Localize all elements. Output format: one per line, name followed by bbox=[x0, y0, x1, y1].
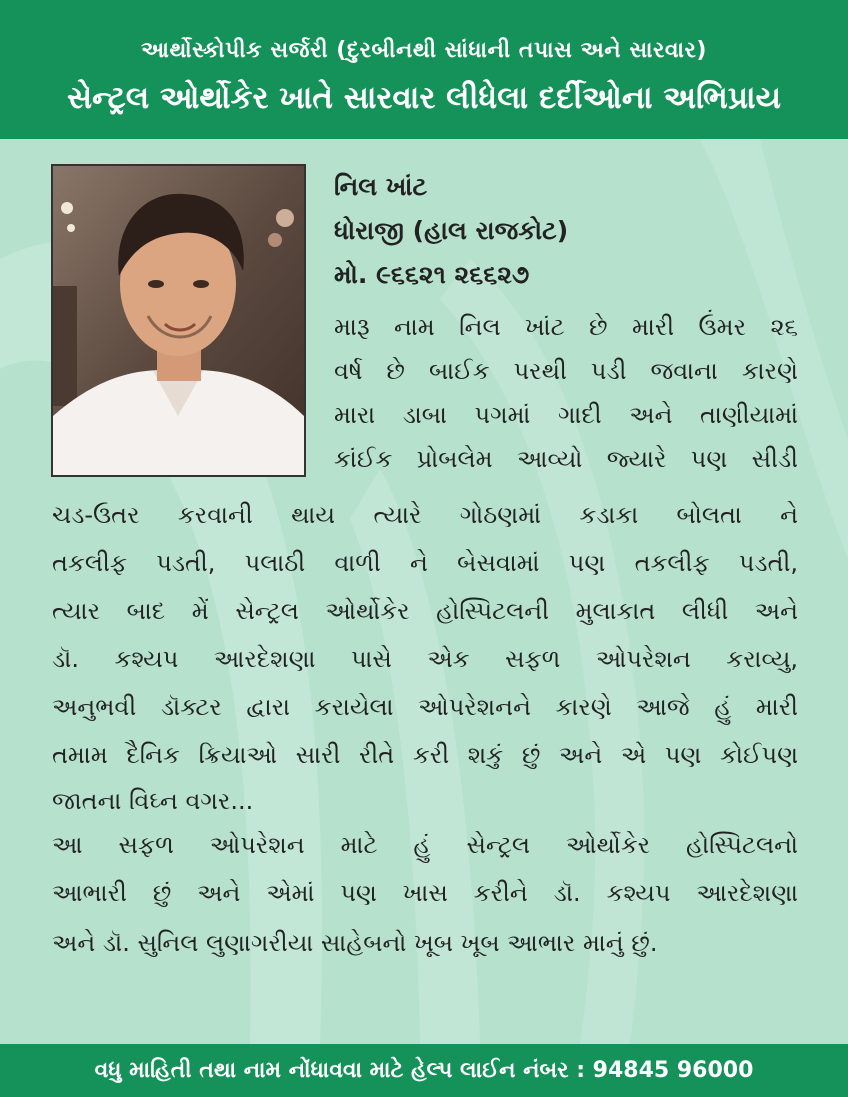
testimonial-line: ડૉ. કશ્યપ આરદેશણા પાસે એક સફળ ઓપરેશન કરાવ્યુ, bbox=[52, 645, 798, 673]
testimonial-line: અનુભવી ડૉક્ટર દ્વારા કરાયેલા ઓપરેશનને કારણે આજે હું મારી bbox=[52, 693, 798, 721]
patient-location: ધોરાજી (હાલ રાજકોટ) bbox=[334, 216, 569, 245]
testimonial-line: આ સફળ ઓપરેશન માટે હું સેન્ટ્રલ ઓર્થોકેર હોસ્પિટલનો bbox=[52, 831, 798, 859]
helpline-text: વધુ માહિતી તથા નામ નોંધાવવા માટે હેલ્પ લાઈન નંબર : 94845 96000 bbox=[94, 1058, 754, 1083]
header-subtitle: આર્થોસ્કોપીક સર્જરી (દુરબીનથી સાંધાની તપાસ અને સારવાર) bbox=[141, 38, 707, 63]
patient-name: નિલ ખાંટ bbox=[334, 172, 428, 201]
header-title: સેન્ટ્રલ ઓર્થોકેર ખાતે સારવાર લીધેલા દર્દીઓના અભિપ્રાય bbox=[67, 80, 781, 116]
testimonial-line: મારા ડાબા પગમાં ગાદી અને તાણીયામાં bbox=[334, 401, 798, 429]
testimonial-line: આભારી છું અને એમાં પણ ખાસ કરીને ડૉ. કશ્યપ આરદેશણા bbox=[52, 879, 798, 907]
testimonial-line: ત્યાર બાદ મેં સેન્ટ્રલ ઓર્થોકેર હોસ્પિટલની મુલાકાત લીધી અને bbox=[52, 597, 798, 625]
testimonial-line: અને ડૉ. સુનિલ લુણાગરીયા સાહેબનો ખૂબ ખૂબ આભાર માનું છું. bbox=[52, 929, 658, 957]
testimonial-line: મારૂ નામ નિલ ખાંટ છે મારી ઉંમર ૨૬ bbox=[334, 313, 798, 341]
testimonial-line: વર્ષ છે બાઈક પરથી પડી જવાના કારણે bbox=[334, 357, 798, 385]
testimonial-line: તમામ દૈનિક ક્રિયાઓ સારી રીતે કરી શકું છું અને એ પણ કોઈપણ bbox=[52, 741, 798, 769]
header-banner bbox=[0, 0, 848, 139]
patient-phone: મો. ૯૬૬૨૧ ૨૬૬૨૭ bbox=[334, 260, 530, 289]
testimonial-line: તકલીફ પડતી, પલાઠી વાળી ને બેસવામાં પણ તકલીફ પડતી, bbox=[52, 549, 798, 577]
testimonial-line: ચડ-ઉતર કરવાની થાય ત્યારે ગોઠણમાં કડાકા બોલતા ને bbox=[52, 501, 798, 529]
footer-helpline-banner bbox=[0, 1044, 848, 1097]
testimonial-line: કાંઈક પ્રોબલેમ આવ્યો જ્યારે પણ સીડી bbox=[334, 445, 798, 473]
patient-photo bbox=[51, 164, 306, 477]
testimonial-line: જાતના વિઘ્ન વગર... bbox=[52, 787, 254, 815]
